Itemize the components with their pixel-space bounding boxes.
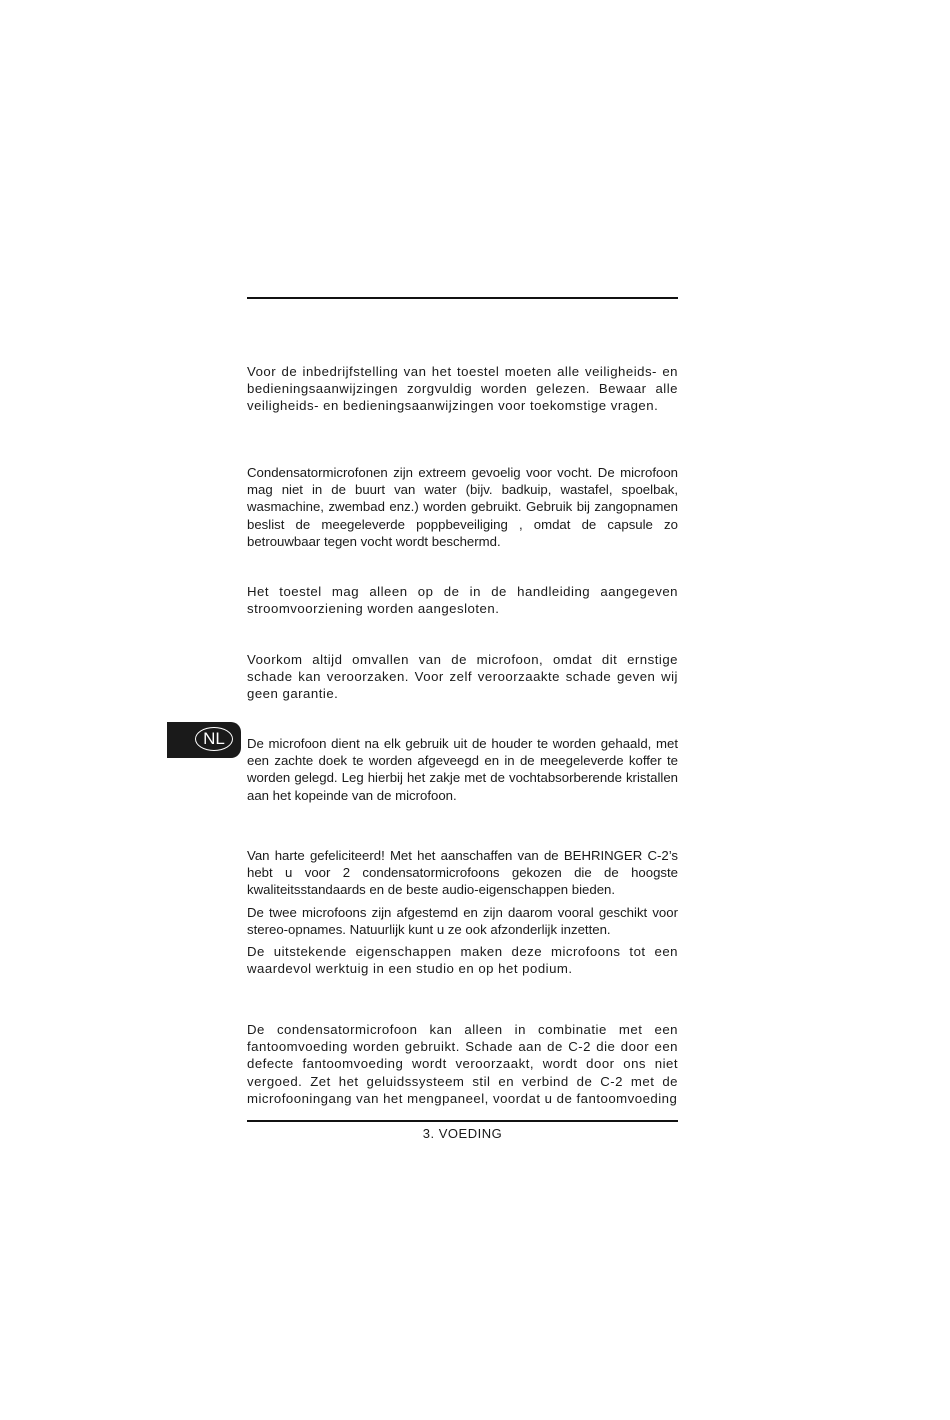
- safety-paragraph-tipping: Voorkom altijd omvallen van de microfoon, omdat dit ernstige schade kan veroorzaken. Voor zelf veroorzaakte schade geven wij geen garantie.: [247, 652, 678, 702]
- language-tab-label: NL: [195, 727, 233, 751]
- intro-paragraph-properties: De uitstekende eigenschappen maken deze microfoons tot een waardevol werktuig in een studio en op het podium.: [247, 944, 678, 977]
- intro-paragraph-congratulations: Van harte gefeliciteerd! Met het aanschaffen van de BEHRINGER C-2’s hebt u voor 2 condensatormicrofoons gekozen die de hoogste kwaliteitsstandaards en de beste audio-eigenschappen bieden.: [247, 848, 678, 898]
- safety-paragraph-power-supply: Het toestel mag alleen op de in de handleiding aangegeven stroomvoorziening worden aangesloten.: [247, 584, 678, 617]
- power-paragraph-phantom: De condensatormicrofoon kan alleen in combinatie met een fantoomvoeding worden gebruikt. Schade aan de C-2 die door een defecte fantoomvoeding wordt veroorzaakt, wordt door ons niet vergoed. Zet het geluidssysteem stil en verbind de C-2 met de microfooningang van het mengpaneel, voordat u de fantoomvoeding: [247, 1022, 678, 1106]
- safety-paragraph-moisture: Condensatormicrofonen zijn extreem gevoelig voor vocht. De microfoon mag niet in de buurt van water (bijv. badkuip, wastafel, spoelbak, wasmachine, zwembad enz.) worden gebruikt. Gebruik bij zangopnamen beslist de meegeleverde poppbeveiliging , omdat de capsule zo betrouwbaar tegen vocht wordt beschermd.: [247, 465, 678, 549]
- intro-paragraph-stereo: De twee microfoons zijn afgestemd en zijn daarom vooral geschikt voor stereo-opnames. Natuurlijk kunt u ze ook afzonderlijk inzetten.: [247, 905, 678, 938]
- safety-paragraph-read-instructions: Voor de inbedrijfstelling van het toestel moeten alle veiligheids- en bedieningsaanwijzingen zorgvuldig worden gelezen. Bewaar alle veiligheids- en bedieningsaanwijzingen voor toekomstige vragen.: [247, 364, 678, 414]
- language-tab: [167, 722, 241, 758]
- safety-paragraph-storage: De microfoon dient na elk gebruik uit de houder te worden gehaald, met een zachte doek te worden afgeveegd en in de meegeleverde koffer te worden gelegd. Leg hierbij het zakje met de vochtabsorberende kristallen aan het kopeinde van de microfoon.: [247, 736, 678, 803]
- bottom-rule: [247, 1120, 678, 1122]
- top-rule: [247, 297, 678, 299]
- section-footer-label: 3. VOEDING: [422, 1126, 503, 1141]
